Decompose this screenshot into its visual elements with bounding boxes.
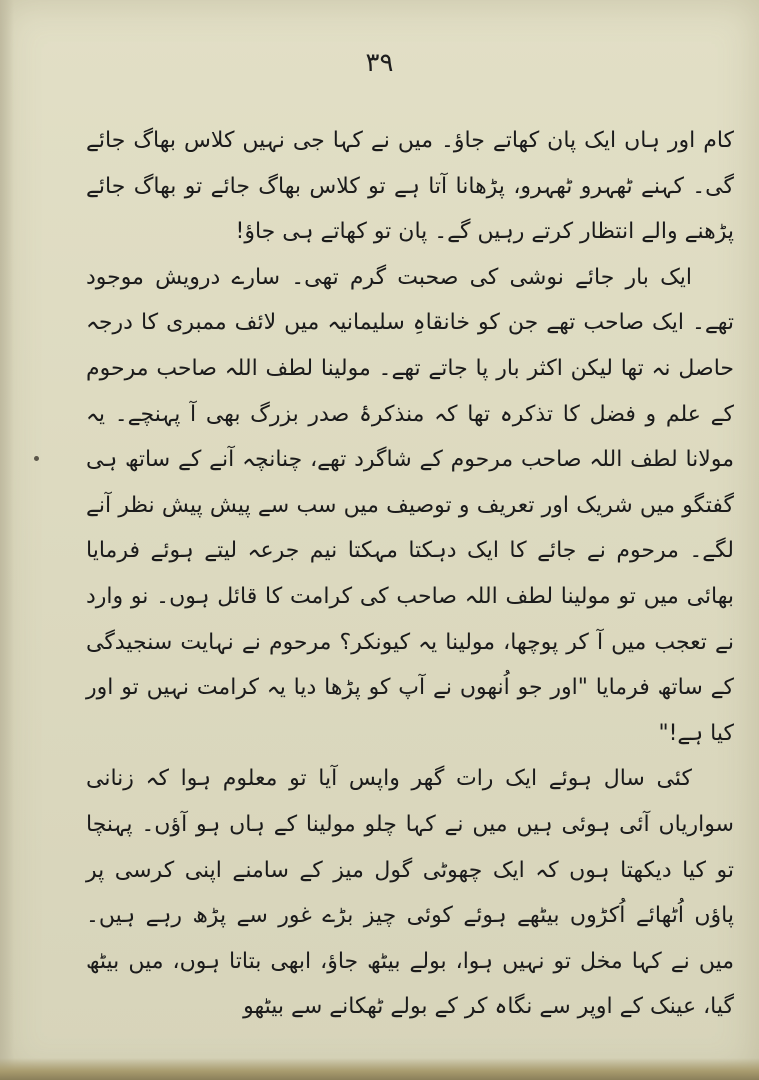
- page-number: ۳۹: [365, 48, 394, 78]
- page-bottom-edge: [0, 1058, 759, 1080]
- paragraph-3: کئی سال ہوئے ایک رات گھر واپس آیا تو معلوم ہوا کہ زنانی سواریاں آئی ہوئی ہیں میں نے کہا چلو مولینا کے ہاں ہو آؤں۔ پہنچا تو کیا دیکھتا ہوں کہ ایک چھوٹی گول میز کے سامنے اپنی کرسی پر پاؤں اُٹھائے اُکڑوں بیٹھے ہوئے کوئی چیز بڑے غور سے پڑھ رہے ہیں۔ میں نے کہا مخل تو نہیں ہوا، بولے بیٹھ جاؤ، ابھی بتاتا ہوں، میں بیٹھ گیا، عینک کے اوپر سے نگاہ کر کے بولے ٹھکانے سے بیٹھو: [86, 766, 734, 1020]
- page-left-shadow: [0, 0, 14, 1080]
- paragraph-2: ایک بار جائے نوشی کی صحبت گرم تھی۔ سارے درویش موجود تھے۔ ایک صاحب تھے جن کو خانقاہِ سلیمانیہ میں لائف ممبری کا درجہ حاصل نہ تھا لیکن اکثر بار پا جاتے تھے۔ مولینا لطف اللہ صاحب مرحوم کے علم و فضل کا تذکرہ تھا کہ منذکرۂ صدر بزرگ بھی آ پہنچے۔ یہ مولانا لطف اللہ صاحب مرحوم کے شاگرد تھے، چنانچہ آنے کے ساتھ ہی گفتگو میں شریک اور تعریف و توصیف میں سب سے پیش پیش نظر آنے لگے۔ مرحوم نے جائے کا ایک دہکتا مہکتا نیم جرعہ لیتے ہوئے فرمایا بھائی میں تو مولینا لطف اللہ صاحب کی کرامت کا قائل ہوں۔ نو وارد نے تعجب میں آ کر پوچھا، مولینا یہ کیونکر؟ مرحوم نے نہایت سنجیدگی کے ساتھ فرمایا "اور جو اُنھوں نے آپ کو پڑھا دیا یہ کرامت نہیں تو اور کیا ہے!": [86, 264, 734, 746]
- paragraph-1: کام اور ہاں ایک پان کھاتے جاؤ۔ میں نے کہا جی نہیں کلاس بھاگ جائے گی۔ کہنے ٹھہرو ٹھہرو، پڑھانا آتا ہے تو کلاس بھاگ جائے تو بھاگ جائے پڑھنے والے انتظار کرتے رہیں گے۔ پان تو کھاتے ہی جاؤ!: [86, 128, 734, 245]
- paper-speck: [34, 456, 39, 461]
- page-body-text: [86, 118, 734, 1030]
